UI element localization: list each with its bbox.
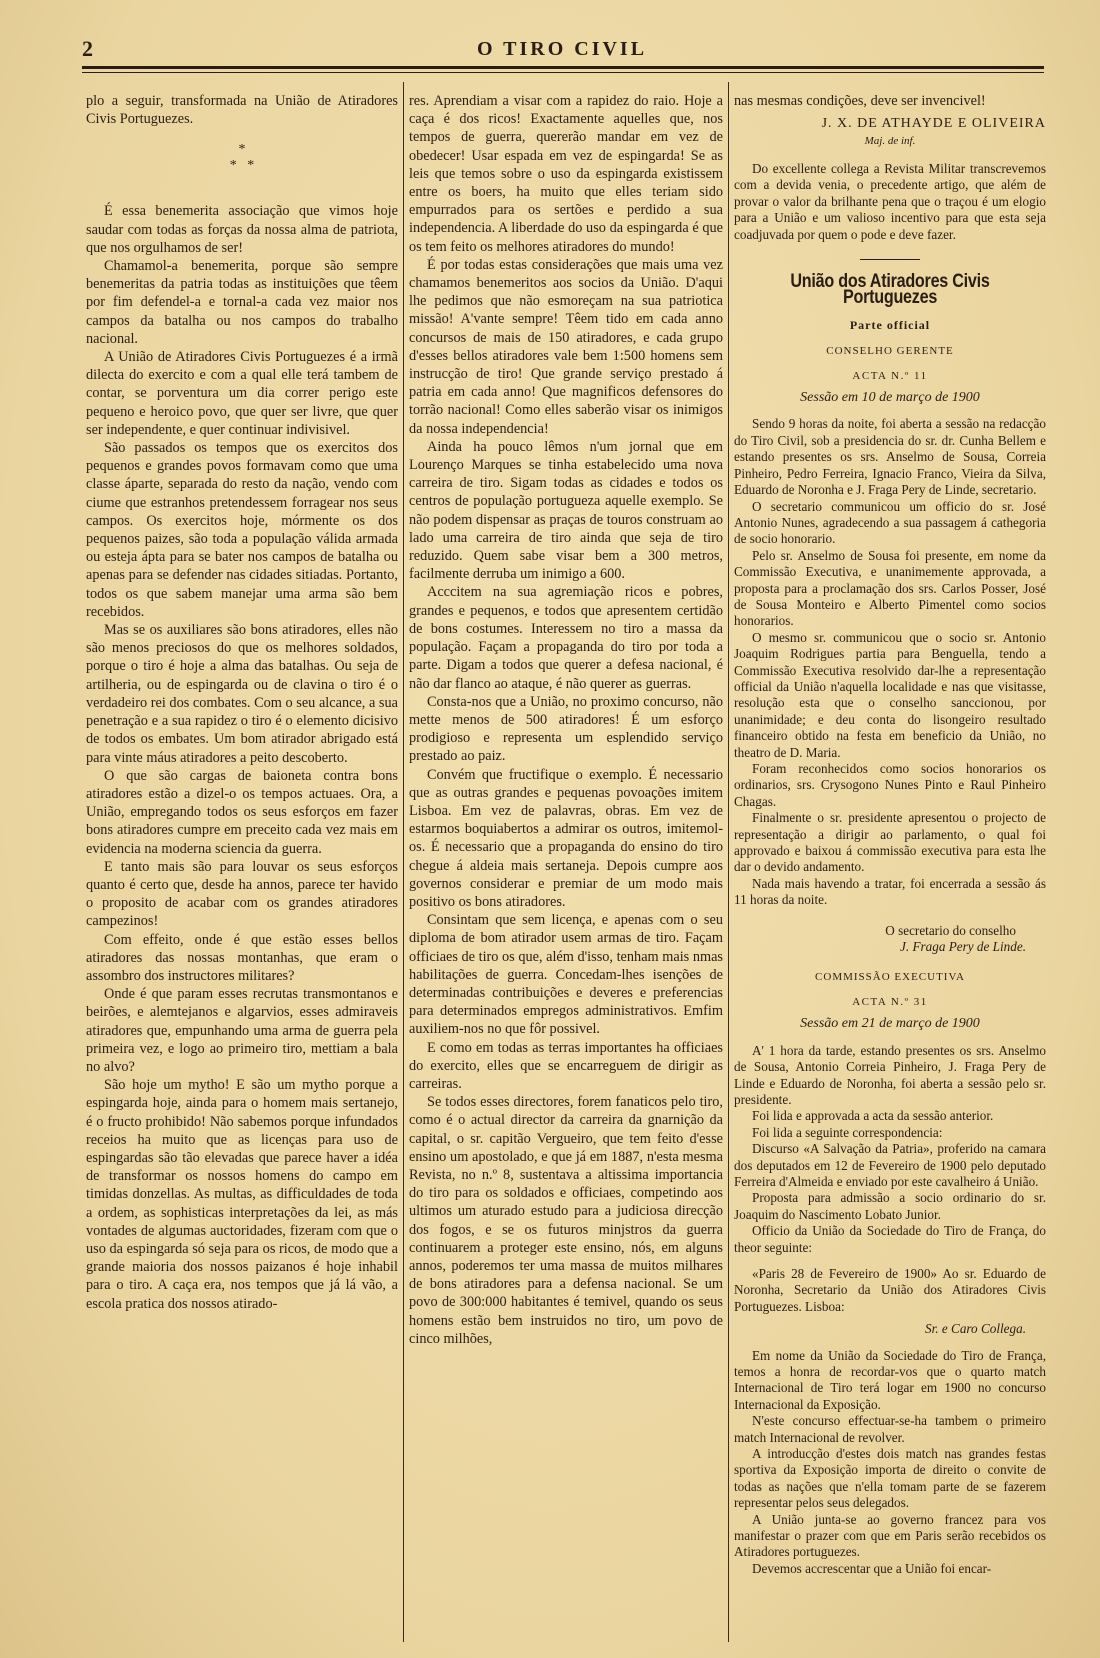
paragraph: Nada mais havendo a tratar, foi encerrada a sessão ás 11 horas da noite. xyxy=(734,875,1046,908)
paragraph: Convém que fructifique o exemplo. É necessario que as outras grandes e pequenas povoações imitem Lisboa. Em vez de palavras, obras. Em vez de estarmos boquiabertos a admirar os outros, imitemol-os. É necessario que a propaganda do ensino do tiro chegue á aldeia mais sertaneja. Depois cumpre aos governos considerar e premiar de um modo mais positivo os bons atiradores. xyxy=(409,766,723,910)
paragraph: O mesmo sr. communicou que o socio sr. Antonio Joaquim Rodrigues partia para Benguella, tendo a Commissão Executiva resolvido dar-lhe a representação official da União n'aquella localidade e nas que visitasse, resolução esta que o conselho sanccionou, por unanimidade; e deu conta do lisongeiro resultado financeiro obtido na festa em beneficio da União, no theatro de D. Maria. xyxy=(734,629,1046,760)
paragraph: Com effeito, onde é que estão esses bellos atiradores das nossas montanhas, que eram o assombro dos instructores militares? xyxy=(86,931,398,984)
column-divider xyxy=(728,82,729,1642)
signature-name: J. Fraga Pery de Linde. xyxy=(900,939,1026,955)
column-divider xyxy=(403,82,404,1642)
paragraph: Consintam que sem licença, e apenas com o seu diploma de bom atirador usem armas de tiro. Façam officiaes de tiro os que, além d'isso, tenham mais nmas habilitações de guerra. Concedam-lhes isenções de determinadas contribuições e deveres e preferencias para determinados empregos administrativos. Emfim auxiliem-nos no que fôr possivel. xyxy=(409,912,723,1038)
paragraph: Officio da União da Sociedade do Tiro de França, do theor seguinte: xyxy=(734,1223,1046,1255)
paragraph: A União junta-se ao governo francez para vos manifestar o prazer com que em Paris serão recebidos os Atiradores portuguezes. xyxy=(734,1511,1046,1560)
paragraph: O secretario communicou um officio do sr. José Antonio Nunes, agradecendo a sua passagem á cathegoria de socio honorario. xyxy=(734,498,1046,547)
section-title: União dos Atiradores Civis Portuguezes xyxy=(790,271,990,309)
asterism xyxy=(86,142,398,174)
paragraph: A União de Atiradores Civis Portuguezes é a irmã dilecta do exercito e com a qual elle terá tambem de contar, se porventura um dia correr perigo este pequeno e heroico povo, que quer ser livre, que quer ser independente, e quer continuar indivisivel. xyxy=(86,349,398,438)
paragraph: São hoje um mytho! E são um mytho porque a espingarda hoje, ainda para o homem mais sertanejo, é o fructo prohibido! Não sabemos porque infundados receios ha muito que as licenças para uso de espingardas são tão elevadas que parece haver a idéa de transformar os nossos homens do campo em timidas donzellas. As multas, as difficuldades de toda a ordem, as sophisticas interpretações da lei, as más vontades de algumas auctoridades, fizeram com que o uso da espingarda só seja para os ricos, de modo que a grande maioria dos nossos paizanos é hoje inhabil para o tiro. A caça era, nos tempos que já lá vão, a escola pratica dos nossos atirado- xyxy=(86,1077,398,1312)
paragraph: «Paris 28 de Fevereiro de 1900» Ao sr. Eduardo de Noronha, Secretario da União dos Atiradores Civis Portuguezes. Lisboa: xyxy=(734,1265,1046,1314)
body-heading: CONSELHO GERENTE xyxy=(826,345,954,358)
page-number: 2 xyxy=(82,36,93,61)
paragraph: Mas se os auxiliares são bons atiradores, elles não são menos preciosos do que os melhores soldados, porque o tiro é hoje a alma das batalhas. Ou seja de artilheria, ou de espingarda ou de clavina o tiro é o verdadeiro rei dos combates. Com o seu alcance, a sua penetração e a sua rapidez o tiro é o elemento dicisivo de todos os embates. Um bom atirador abrigado está para vinte máus atiradores a peito descoberto. xyxy=(86,622,398,766)
salutation: Sr. e Caro Collega. xyxy=(925,1321,1026,1337)
acta-number: ACTA N.º 31 xyxy=(852,995,928,1008)
asterism-bottom: * * xyxy=(229,158,255,174)
paragraph: Proposta para admissão a socio ordinario do sr. Joaquim do Nascimento Lobato Junior. xyxy=(734,1190,1046,1222)
paragraph: A introducção d'estes dois match nas grandes festas sportiva da Exposição importa de direito o convite de todas as nações que n'ella tomam parte de se fazerem representar pelos seus delegados. xyxy=(734,1446,1046,1511)
session-date: Sessão em 21 de março de 1900 xyxy=(800,1016,980,1032)
column-3 xyxy=(734,92,1046,1577)
paragraph: plo a seguir, transformada na União de Atiradores Civis Portuguezes. xyxy=(86,93,398,128)
paragraph: Em nome da União da Sociedade do Tiro de França, temos a honra de recordar-vos que o quarto match Internacional de Tiro terá logar em 1900 no concurso Internacional da Exposição. xyxy=(734,1347,1046,1412)
paragraph: Discurso «A Salvação da Patria», proferido na camara dos deputados em 12 de Fevereiro de 1900 pelo deputado Ferreira d'Almeida e enviado por este cavalheiro á União. xyxy=(734,1141,1046,1189)
paragraph: Sendo 9 horas da noite, foi aberta a sessão na redacção do Tiro Civil, sob a presidencia do sr. dr. Cunha Bellem e estando presentes os srs. Anselmo de Sousa, Correia Pinheiro, Pedro Ferreira, Ignacio Franco, Vieira da Silva, Eduardo de Noronha e J. Fraga Pery de Linde, secretario. xyxy=(734,416,1046,498)
paragraph: Consta-nos que a União, no proximo concurso, não mette menos de 500 atiradores! É um esforço prodigioso e representa um esplendido serviço prestado ao paiz. xyxy=(409,693,723,765)
paragraph: E tanto mais são para louvar os seus esforços quanto é certo que, desde ha annos, parece ter havido o proposito de acabar com os grandes atiradores campezinos! xyxy=(86,858,398,930)
paragraph: N'este concurso effectuar-se-ha tambem o primeiro match Internacional de revolver. xyxy=(734,1413,1046,1445)
paragraph: É por todas estas considerações que mais uma vez chamamos benemeritos aos socios da União. D'aqui lhe pedimos que não esmoreçam na sua patriotica missão! A'vante sempre! Têem tido em cada anno concursos de mais de 150 atiradores, e cada grupo d'esses bellos atiradores vale bem 1:500 homens sem instrucção de tiro! Que grande serviço prestado á patria em cada anno! Que magnificos defensores do torrão nacional! Como elles saberão visar os inimigos da nossa independencia! xyxy=(409,256,723,437)
paragraph: Do excellente collega a Revista Militar transcrevemos com a devida venia, o precedente artigo, que além de provar o valor da brilhante pena que o traçou é um elogio para a União e um valioso incentivo para que esta seja coadjuvada por quem o pode e deve fazer. xyxy=(734,161,1046,242)
header-rule xyxy=(82,66,1044,69)
paragraph: E como em todas as terras importantes ha officiaes do exercito, elles que se encarreguem de dirigir as carreiras. xyxy=(409,1039,723,1092)
paragraph: Foi lida a seguinte correspondencia: xyxy=(752,1124,943,1140)
paragraph: É essa benemerita associação que vimos hoje saudar com todas as forças da nossa alma de patriota, que nos orgulhamos de ser! xyxy=(86,203,398,256)
header-rule-thin xyxy=(82,72,1044,73)
column-1 xyxy=(86,92,398,1313)
paragraph: Devemos accrescentar que a União foi encar- xyxy=(752,1560,992,1576)
paragraph: O que são cargas de baioneta contra bons atiradores estão a dizel-o os tempos actuaes. Ora, a União, empregando todos os seus esforços em fazer bons atiradores cumpre em preceito cada vez mais em evidencia na moderna sciencia da guerra. xyxy=(86,767,398,857)
page-header xyxy=(82,36,1042,76)
paragraph: Pelo sr. Anselmo de Sousa foi presente, em nome da Commissão Executiva, e unanimemente approvada, a proposta para a proclamação dos srs. Carlos Posser, José de Sousa Monteiro e Alberto Pimentel como socios honorarios. xyxy=(734,547,1046,629)
body-heading: COMMISSÃO EXECUTIVA xyxy=(815,971,965,984)
author-rank: Maj. de inf. xyxy=(864,134,916,147)
section-divider xyxy=(860,259,920,260)
signature-role: O secretario do conselho xyxy=(885,922,1016,938)
acta-number: ACTA N.º 11 xyxy=(852,369,928,382)
paragraph: Ainda ha pouco lêmos n'um jornal que em Lourenço Marques se tinha estabelecido uma nova carreira de tiro. Sigam todas as cidades e todos os centros de população portugueza aquelle exemplo. Se não podem dispensar as praças de touros construam ao lado uma carreira de tiro ainda que seja de tiro reduzido. Quem sabe visar bem a 300 metros, facilmente derruba um inimigo a 600. xyxy=(409,438,723,583)
paragraph: São passados os tempos que os exercitos dos pequenos e grandes povos formavam como que uma classe áparte, separada do resto da nação, vendo com ciume que estranhos pretendessem forragear nos seus campos. Os exercitos hoje, mórmente os dos pequenos paizes, são toda a população válida armada ou esteja ápta para se bater nos campos de batalha ou apenas para se defender nas cidades sitiadas. Portanto, todos os que sabem manejar uma arma são bem recebidos. xyxy=(86,440,398,620)
section-subtitle: Parte official xyxy=(849,317,931,332)
paragraph: Onde é que param esses recrutas transmontanos e beirões, e alemtejanos e algarvios, esses admiraveis atiradores que, empunhando uma arma de guerra pela primeira vez, e logo ao primeiro tiro, mettiam a bala no alvo? xyxy=(86,986,398,1075)
paragraph: Foi lida e approvada a acta da sessão anterior. xyxy=(752,1108,994,1124)
paragraph: nas mesmas condições, deve ser invencivel! xyxy=(734,93,986,109)
asterism-top: * xyxy=(238,142,246,158)
session-date: Sessão em 10 de março de 1900 xyxy=(800,390,980,406)
paragraph: Finalmente o sr. presidente apresentou o projecto de representação a dirigir ao parlamento, o qual foi approvado e baixou á commissão executiva para esta lhe dar o devido andamento. xyxy=(734,810,1046,875)
paragraph: A' 1 hora da tarde, estando presentes os srs. Anselmo de Sousa, Antonio Correia Pinheiro, J. Fraga Pery de Linde e Eduardo de Noronha, foi aberta a sessão pelo sr. presidente. xyxy=(734,1042,1046,1107)
paragraph: Chamamol-a benemerita, porque são sempre benemeritas da patria todas as instituições que têem por fim defendel-a e tornal-a cada vez maior nos campos da batalha ou nos campos do trabalho nacional. xyxy=(86,258,398,347)
paragraph: Acccitem na sua agremiação ricos e pobres, grandes e pequenos, e todos que apresentem certidão de bons costumes. Interessem no tiro a massa da população. Façam a propaganda do tiro por toda a parte. Digam a todos que querer a defesa nacional, é não dar flanco ao ataque, é não querer as guerras. xyxy=(409,584,723,692)
column-2 xyxy=(409,92,723,1348)
paragraph: res. Aprendiam a visar com a rapidez do raio. Hoje a caça é dos ricos! Exactamente aquelles que, nos tempos de guerra, quererão mandar em vez de obedecer! Usar espada em vez de espingarda! Se as leis que temos sobre o uso da espingarda existissem entre os boers, ha muito que elles teriam sido empurrados para os sertões e perdido a sua independencia. A liberdade do uso da espingarda é que os tem feito os melhores atiradores do mundo! xyxy=(409,93,723,255)
article-author: J. X. DE ATHAYDE E OLIVEIRA xyxy=(821,116,1046,132)
paragraph: Se todos esses directores, forem fanaticos pelo tiro, como é o actual director da carreira da gnarnição da capital, o sr. capitão Vergueiro, que tem feito d'esse ensino um apostolado, e que já em 1887, n'esta mesma Revista, no n.º 8, sustentava a altissima importancia do tiro para os soldados e officiaes, competindo aos ultimos um aturado estudo para a judiciosa direcção dos fogos, e se os futuros minjstros da guerra continuarem a proteger este ensino, nós, em alguns annos, poderemos ter uma massa de muitos milhares de bons atiradores para a defensa nacional. Se um povo de 300:000 habitantes é temivel, quando os seus homens estão bem instruidos no tiro, um povo de cinco milhões, xyxy=(409,1094,723,1347)
paragraph: Foram reconhecidos como socios honorarios os ordinarios, srs. Crysogono Nunes Pinto e Raul Pinheiro Chagas. xyxy=(734,761,1046,809)
newspaper-title: O TIRO CIVIL xyxy=(476,38,648,60)
